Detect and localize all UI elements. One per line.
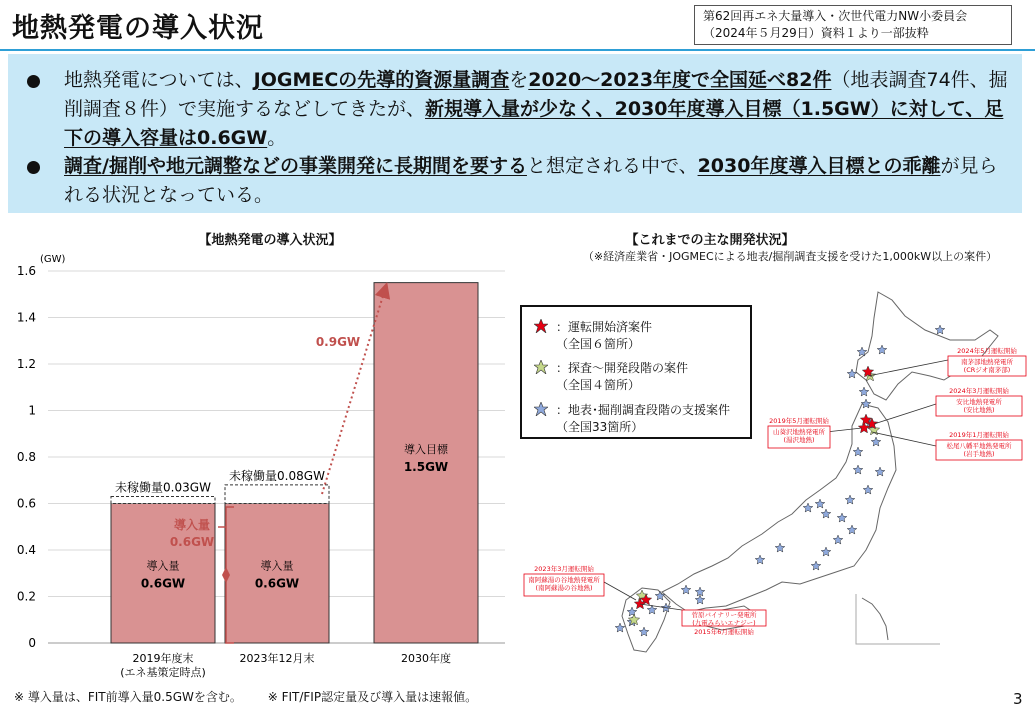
callout-operator: (南阿蘇湯の谷地熱) [535,584,593,592]
y-tick-label: 0.8 [16,450,36,464]
blue-star-icon [534,402,548,416]
callout-operator: (安比地熱) [963,406,995,414]
bullet-2-text: 調査/掘削や地元調整などの事業開発に長期間を要すると想定される中で、2030年度導入目標との乖離が見られる状況となっている。 [64,155,998,206]
y-tick-label: 1.4 [16,310,36,325]
bullet-1-text: 地熱発電については、JOGMECの先導的資源量調査を2020～2023年度で全国延べ82件（地表調査74件、掘削調査８件）で実施するなどしてきたが、新規導入量が少なく、2030年度導入目標（1.5GW）に対して、足下の導入容量は0.6GW。 [64,69,1008,149]
y-tick-label: 0 [28,636,36,650]
source-line-1: 第62回再エネ大量導入・次世代電力NW小委員会 [703,9,968,23]
footnotes [14,688,499,705]
map-marker-surveying-icon [935,325,945,334]
callout-date: 2019年1月運転開始 [949,431,1009,439]
introduced-label-l1: 導入量 [173,518,211,532]
hokkaido-shape [856,292,998,400]
red-star-icon [534,319,548,333]
page-number: 3 [1013,690,1023,708]
callout-name: 安比地熱発電所 [956,398,1002,406]
y-tick-label: 0.2 [16,589,36,604]
callout-operator: (岩手地熱) [963,450,995,458]
y-tick-label: 1.2 [16,357,36,371]
callout-date: 2024年5月運転開始 [957,347,1017,355]
x-tick-label: 2030年度 [401,652,451,665]
bar-label-line2: 0.6GW [254,576,300,591]
callout-date: 2019年5月運転開始 [769,417,829,425]
callout-operator: (九電みらいエナジー) [692,619,756,627]
callout-date: 2015年6月運転開始 [694,628,754,636]
x-tick-labels [120,651,451,679]
unstarted-label: 未稼働量0.03GW [115,480,211,495]
callout-name: 南茅部地熱発電所 [961,358,1013,366]
map-legend: ：運転開始済案件 （全国６箇所） ：探査～開発段階の案件 （全国４箇所） ：地表･掘削調査段階の支援案件 （全国33箇所） [520,305,752,439]
map-marker-surveying-icon [847,369,857,378]
green-star-icon [534,360,548,374]
y-tick-label: 1 [28,403,36,418]
callout-operator: (湯沢地熱) [783,436,815,444]
y-tick-label: 0.4 [16,543,36,557]
page-title: 地熱発電の導入状況 [12,13,264,44]
footnote-1: ※ 導入量は、FIT前導入量0.5GWを含む。 [14,690,242,704]
map-note: （※経済産業省・JOGMECによる地表/掘削調査支援を受けた1,000kW以上の案件） [582,250,998,263]
callout-name: 南阿蘇湯の谷地熱発電所 [528,576,600,584]
map-title: 【これまでの主な開発状況】 [625,233,795,248]
callout-name: 山葵沢地熱発電所 [773,428,825,436]
map-marker-surveying-icon [859,387,869,396]
bar-label-line1: 導入量 [146,559,180,573]
callout-name: 松尾八幡平地熱発電所 [946,442,1012,450]
unstarted-bar [225,485,329,504]
y-tick-labels [17,264,36,650]
y-axis-unit: (GW) [40,254,66,265]
bar [225,504,329,644]
introduced-label-l2: 0.6GW [169,535,215,549]
callout-name: 菅原バイナリー発電所 [691,611,757,619]
unstarted-label: 未稼働量0.08GW [229,468,325,483]
chart-title: 【地熱発電の導入状況】 [198,233,342,248]
y-tick-label: 1.6 [16,264,36,278]
map-marker-surveying-icon [615,623,625,632]
x-tick-label: 2019年度末 [132,652,194,665]
okinawa-islands [862,598,888,640]
footnote-2: ※ FIT/FIP認定量及び導入量は速報値。 [267,690,478,704]
x-tick-label-sub: (エネ基策定時点) [120,666,206,679]
bar-label-line2: 1.5GW [403,460,449,474]
bar-label-line1: 導入量 [260,559,294,573]
x-tick-label: 2023年12月末 [239,652,315,665]
gap-label: 0.9GW [315,335,361,349]
callout-operator: (CRジオ南茅部) [963,366,1011,374]
bar-label-line1: 導入目標 [404,443,448,456]
bar-label-line2: 0.6GW [140,576,186,591]
callout-date: 2023年3月運転開始 [534,565,594,573]
source-line-2: （2024年５月29日）資料１より一部抜粋 [703,26,929,40]
unstarted-bar [111,497,215,504]
callout-date: 2024年3月運転開始 [949,387,1009,395]
y-tick-label: 0.6 [16,496,36,511]
